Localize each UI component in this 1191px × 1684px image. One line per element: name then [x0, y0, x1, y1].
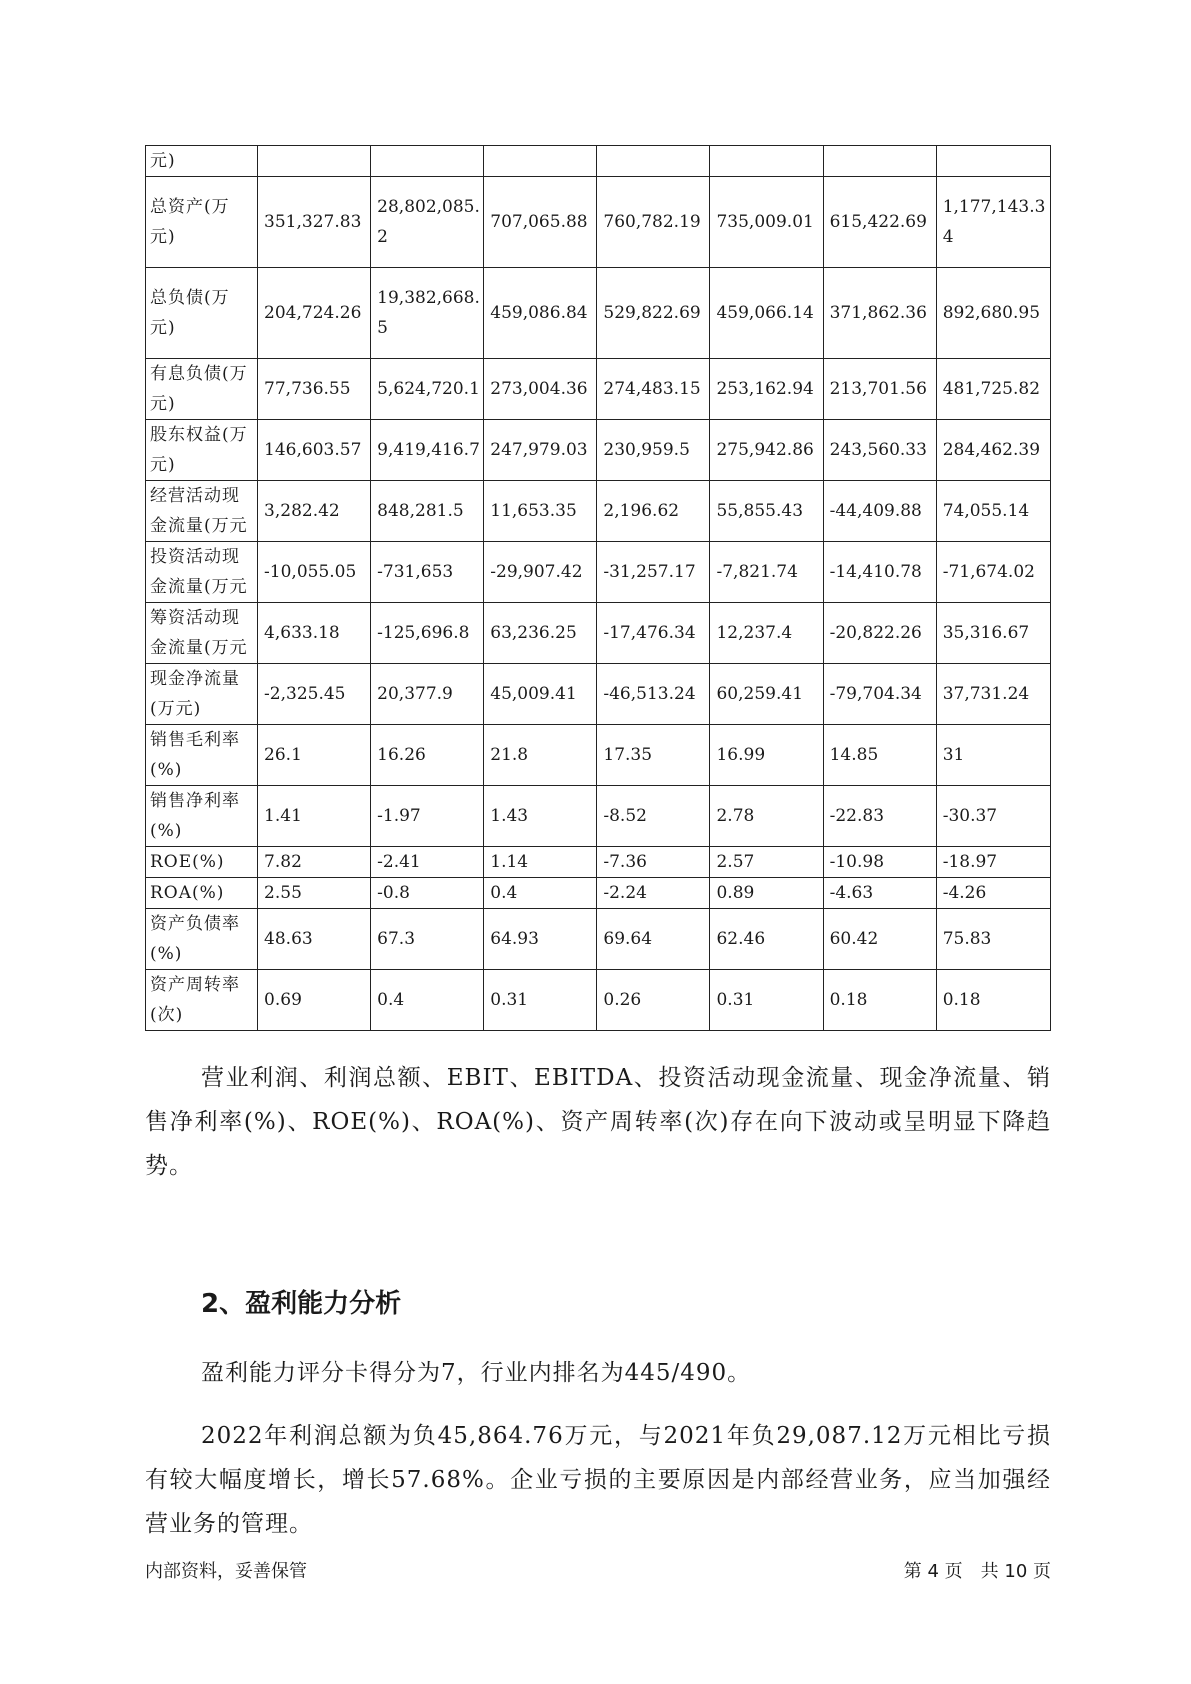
row-label: 现金净流量(万元)	[146, 664, 258, 725]
table-body	[146, 146, 1051, 1031]
table-cell: 7.82	[258, 847, 371, 878]
table-row	[146, 542, 1051, 603]
table-cell: 615,422.69	[823, 177, 936, 268]
table-row	[146, 177, 1051, 268]
table-cell: -1.97	[371, 786, 484, 847]
table-cell: 37,731.24	[936, 664, 1050, 725]
table-cell: -8.52	[597, 786, 710, 847]
row-label: 销售净利率(%)	[146, 786, 258, 847]
table-cell: 351,327.83	[258, 177, 371, 268]
table-cell: 19,382,668.5	[371, 268, 484, 359]
table-cell: 760,782.19	[597, 177, 710, 268]
table-cell: 0.18	[823, 970, 936, 1031]
table-cell: -30.37	[936, 786, 1050, 847]
table-cell: -2,325.45	[258, 664, 371, 725]
table-cell: 0.31	[484, 970, 597, 1031]
row-label: 股东权益(万元)	[146, 420, 258, 481]
table-cell: 0.89	[710, 878, 823, 909]
table-cell	[258, 146, 371, 177]
table-cell: 213,701.56	[823, 359, 936, 420]
table-cell: 35,316.67	[936, 603, 1050, 664]
table-cell: 0.26	[597, 970, 710, 1031]
table-cell: -2.24	[597, 878, 710, 909]
table-cell	[936, 146, 1050, 177]
table-cell: 3,282.42	[258, 481, 371, 542]
table-cell: -731,653	[371, 542, 484, 603]
table-cell: 1.41	[258, 786, 371, 847]
footer-page-number: 第 4 页 共 10 页	[903, 1561, 1051, 1582]
table-row	[146, 909, 1051, 970]
table-cell: 2,196.62	[597, 481, 710, 542]
table-cell: 77,736.55	[258, 359, 371, 420]
score-paragraph: 盈利能力评分卡得分为7，行业内排名为445/490。	[201, 1360, 752, 1386]
table-cell: 0.18	[936, 970, 1050, 1031]
table-cell: -2.41	[371, 847, 484, 878]
row-label: 投资活动现金流量(万元	[146, 542, 258, 603]
row-label: 总资产(万元)	[146, 177, 258, 268]
table-cell: 0.31	[710, 970, 823, 1031]
table-row	[146, 420, 1051, 481]
table-cell: 64.93	[484, 909, 597, 970]
row-label: 资产负债率(%)	[146, 909, 258, 970]
table-cell: 273,004.36	[484, 359, 597, 420]
table-cell: 253,162.94	[710, 359, 823, 420]
table-row	[146, 146, 1051, 177]
table-cell: -22.83	[823, 786, 936, 847]
table-cell: 14.85	[823, 725, 936, 786]
row-label: ROE(%)	[146, 847, 258, 878]
table-cell: 1.43	[484, 786, 597, 847]
table-cell: 20,377.9	[371, 664, 484, 725]
table-row	[146, 878, 1051, 909]
table-cell: -10,055.05	[258, 542, 371, 603]
table-cell: -44,409.88	[823, 481, 936, 542]
table-cell	[597, 146, 710, 177]
table-cell: -125,696.8	[371, 603, 484, 664]
table-cell: 2.55	[258, 878, 371, 909]
table-cell: 55,855.43	[710, 481, 823, 542]
row-label: 筹资活动现金流量(万元	[146, 603, 258, 664]
table-cell: -4.26	[936, 878, 1050, 909]
table-row	[146, 664, 1051, 725]
table-cell: 12,237.4	[710, 603, 823, 664]
row-label: 元)	[146, 146, 258, 177]
table-cell: 26.1	[258, 725, 371, 786]
table-cell	[371, 146, 484, 177]
table-row	[146, 847, 1051, 878]
table-cell: 31	[936, 725, 1050, 786]
table-cell: 5,624,720.1	[371, 359, 484, 420]
table-cell: 204,724.26	[258, 268, 371, 359]
row-label: ROA(%)	[146, 878, 258, 909]
footer-confidential: 内部资料，妥善保管	[145, 1561, 307, 1582]
row-label: 资产周转率(次)	[146, 970, 258, 1031]
table-cell: -0.8	[371, 878, 484, 909]
table-cell: 60.42	[823, 909, 936, 970]
table-row	[146, 725, 1051, 786]
table-cell: 529,822.69	[597, 268, 710, 359]
table-cell: -14,410.78	[823, 542, 936, 603]
table-cell: -79,704.34	[823, 664, 936, 725]
table-cell: -18.97	[936, 847, 1050, 878]
row-label: 有息负债(万元)	[146, 359, 258, 420]
table-cell: 62.46	[710, 909, 823, 970]
table-cell: 243,560.33	[823, 420, 936, 481]
table-cell: 146,603.57	[258, 420, 371, 481]
table-cell: 230,959.5	[597, 420, 710, 481]
table-cell: 69.64	[597, 909, 710, 970]
table-cell: 28,802,085.2	[371, 177, 484, 268]
table-cell: 16.99	[710, 725, 823, 786]
table-cell: 459,086.84	[484, 268, 597, 359]
table-cell	[710, 146, 823, 177]
table-cell: 16.26	[371, 725, 484, 786]
table-cell: 459,066.14	[710, 268, 823, 359]
row-label: 总负债(万元)	[146, 268, 258, 359]
table-cell: -10.98	[823, 847, 936, 878]
section-heading: 2、盈利能力分析	[201, 1289, 402, 1319]
table-cell: 75.83	[936, 909, 1050, 970]
table-row	[146, 603, 1051, 664]
table-cell: 60,259.41	[710, 664, 823, 725]
table-cell: 2.57	[710, 847, 823, 878]
table-cell: 284,462.39	[936, 420, 1050, 481]
profit-paragraph: 2022年利润总额为负45,864.76万元，与2021年负29,087.12万元相比亏损有较大幅度增长，增长57.68%。企业亏损的主要原因是内部经营业务，应当加强经营业务的管理。	[145, 1423, 1051, 1537]
table-cell: 0.69	[258, 970, 371, 1031]
table-cell: 9,419,416.7	[371, 420, 484, 481]
table-cell: 45,009.41	[484, 664, 597, 725]
table-cell: 707,065.88	[484, 177, 597, 268]
table-cell: -7,821.74	[710, 542, 823, 603]
table-cell: -4.63	[823, 878, 936, 909]
table-cell: 735,009.01	[710, 177, 823, 268]
row-label: 经营活动现金流量(万元	[146, 481, 258, 542]
table-row	[146, 481, 1051, 542]
table-cell: 247,979.03	[484, 420, 597, 481]
table-cell: 17.35	[597, 725, 710, 786]
table-cell: 371,862.36	[823, 268, 936, 359]
table-cell: -71,674.02	[936, 542, 1050, 603]
row-label: 销售毛利率(%)	[146, 725, 258, 786]
table-cell: 275,942.86	[710, 420, 823, 481]
table-cell: 2.78	[710, 786, 823, 847]
table-cell	[484, 146, 597, 177]
table-cell: 67.3	[371, 909, 484, 970]
table-cell: 48.63	[258, 909, 371, 970]
table-cell: 74,055.14	[936, 481, 1050, 542]
table-cell: 274,483.15	[597, 359, 710, 420]
table-cell: -31,257.17	[597, 542, 710, 603]
table-cell: -20,822.26	[823, 603, 936, 664]
table-cell: 848,281.5	[371, 481, 484, 542]
table-row	[146, 268, 1051, 359]
summary-paragraph: 营业利润、利润总额、EBIT、EBITDA、投资活动现金流量、现金净流量、销售净利率(%)、ROE(%)、ROA(%)、资产周转率(次)存在向下波动或呈明显下降趋势。	[145, 1065, 1051, 1179]
financial-table	[145, 145, 1051, 1031]
table-row	[146, 970, 1051, 1031]
table-row	[146, 786, 1051, 847]
table-cell: 63,236.25	[484, 603, 597, 664]
table-cell: 0.4	[371, 970, 484, 1031]
table-cell: 11,653.35	[484, 481, 597, 542]
table-cell	[823, 146, 936, 177]
table-cell: 481,725.82	[936, 359, 1050, 420]
table-cell: 1,177,143.34	[936, 177, 1050, 268]
table-cell: -17,476.34	[597, 603, 710, 664]
table-cell: 892,680.95	[936, 268, 1050, 359]
table-cell: -29,907.42	[484, 542, 597, 603]
table-cell: 0.4	[484, 878, 597, 909]
table-cell: -46,513.24	[597, 664, 710, 725]
table-row	[146, 359, 1051, 420]
table-cell: 1.14	[484, 847, 597, 878]
table-cell: -7.36	[597, 847, 710, 878]
table-cell: 4,633.18	[258, 603, 371, 664]
table-cell: 21.8	[484, 725, 597, 786]
